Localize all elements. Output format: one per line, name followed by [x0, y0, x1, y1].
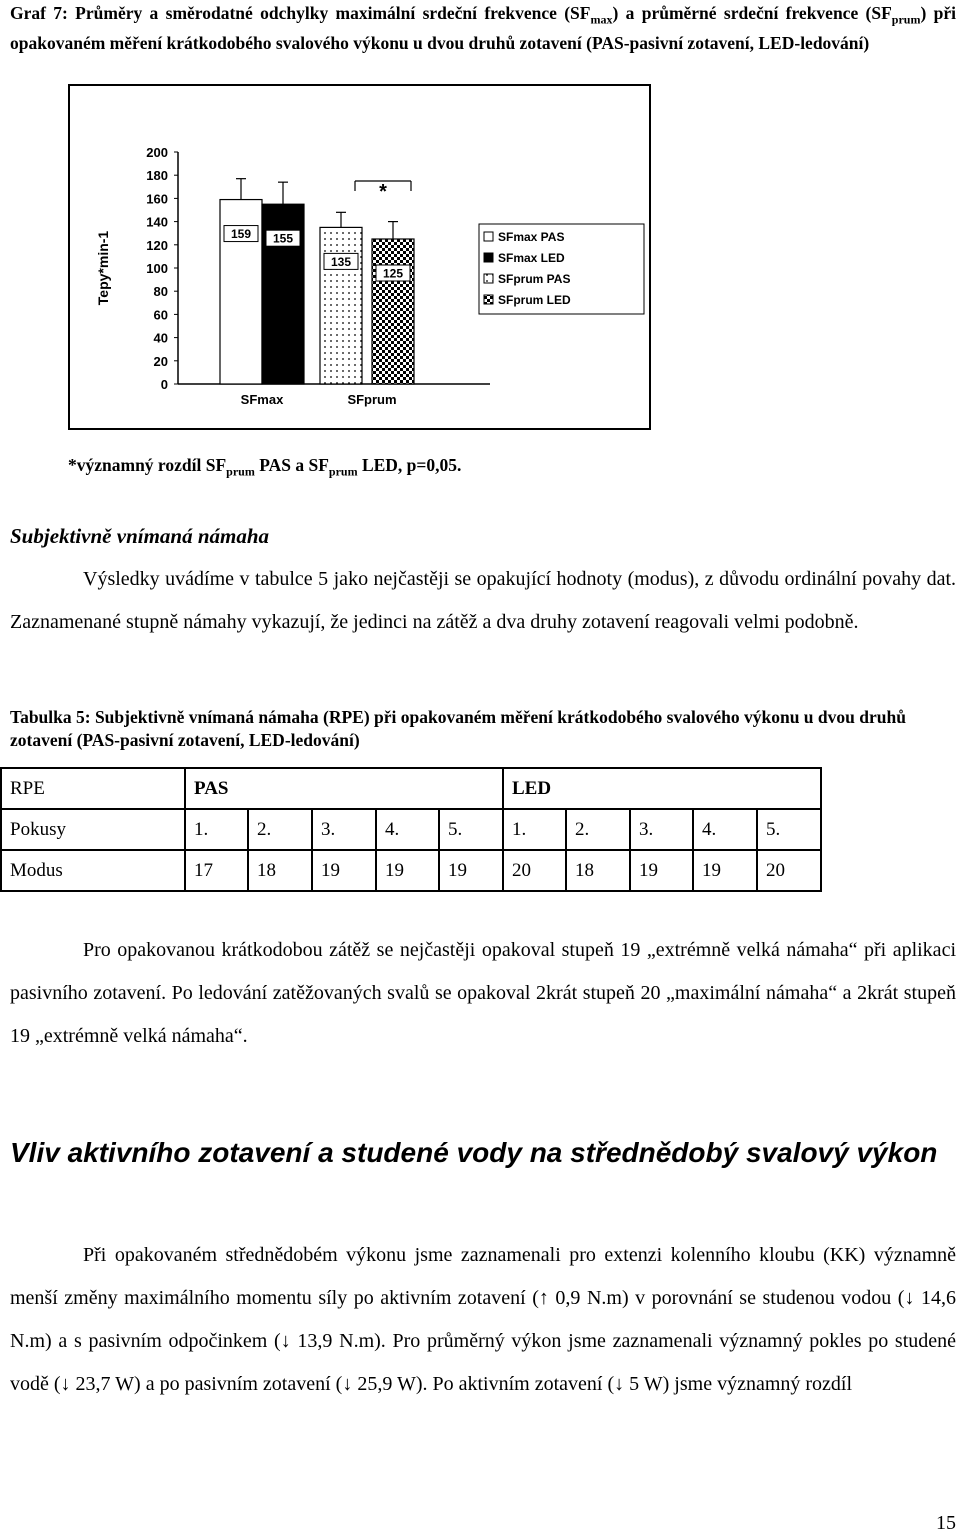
table-cell: 19 [312, 850, 376, 891]
y-tick-label: 200 [146, 145, 168, 160]
legend-swatch [484, 274, 493, 283]
table-cell: 19 [439, 850, 503, 891]
table-caption: Tabulka 5: Subjektivně vnímaná námaha (RPE) při opakovaném měření krátkodobého svalového výkonu u dvou druhů zotavení (PAS-pasivní zotavení, LED-ledování) [10, 707, 906, 750]
legend-entry: SFmax PAS [498, 230, 565, 244]
bar [320, 227, 362, 384]
caption-text-1: Graf 7: Průměry a směrodatné odchylky maximální srdeční frekvence (SF [10, 3, 591, 23]
table-header-rpe: RPE [1, 768, 185, 809]
table-cell: 2. [248, 809, 312, 850]
y-tick-label: 160 [146, 191, 168, 207]
caption-text-2: ) a průměrné srdeční frekvence (SF [612, 3, 892, 23]
table-cell: 20 [503, 850, 566, 891]
y-tick-label: 40 [153, 330, 168, 346]
y-tick-label: 140 [146, 214, 168, 230]
caption-sub-max: max [590, 12, 613, 27]
y-tick-label: 120 [146, 237, 168, 253]
y-tick-label: 60 [153, 307, 168, 323]
table-cell: 1. [503, 809, 566, 850]
table-header-row [1, 768, 821, 809]
note-text-2: PAS a SF [254, 455, 329, 475]
legend-swatch [484, 253, 493, 262]
legend-swatch [484, 232, 493, 241]
table-cell: 5. [439, 809, 503, 850]
note-sub-2: prum [328, 464, 358, 479]
legend-entry: SFmax LED [498, 251, 565, 265]
legend-swatch [484, 295, 493, 304]
note-text-3: LED, p=0,05. [357, 455, 462, 475]
y-axis-label: Tepy*min-1 [95, 230, 111, 306]
paragraph-rpe-intro [10, 558, 956, 644]
x-category-label: SFprum [347, 392, 397, 407]
chart-note [68, 455, 461, 480]
data-label: 159 [230, 227, 252, 242]
data-label: 135 [330, 254, 352, 269]
table-header-led: LED [503, 768, 821, 809]
table-cell: 19 [376, 850, 439, 891]
table-cell: 2. [566, 809, 630, 850]
table-row-trials [1, 809, 821, 850]
paragraph-rpe-result [10, 929, 956, 1058]
page-number: 15 [936, 1512, 956, 1534]
paragraph-active-recovery-text: Při opakovaném střednědobém výkonu jsme zaznamenali pro extenzi kolenního kloubu (KK) významně menší změny maximálního momentu síly po aktivním zotavení (↑ 0,9 N.m) v porovnání se studenou vodou (↓ 14,6 N.m) a s pasivním odpočinkem (↓ 13,9 N.m). Pro průměrný výkon jsme zaznamenali významný pokles po studené vodě (↓ 23,7 W) a po pasivním zotavení (↓ 25,9 W). Po aktivním zotavení (↓ 5 W) jsme významný rozdíl [10, 1244, 956, 1395]
y-tick-label: 0 [160, 377, 168, 392]
table-cell: 18 [248, 850, 312, 891]
y-tick-label: 180 [146, 168, 168, 184]
figure-caption [10, 2, 956, 55]
caption-sub-prum: prum [891, 12, 921, 27]
caption-text-3: ) při opakovaném měření krátkodobého svalového výkonu u dvou druhů zotavení (PAS-pasivní zotavení, LED-ledování) [10, 3, 956, 53]
legend-entry: SFprum PAS [498, 272, 571, 286]
table-cell: 19 [630, 850, 693, 891]
bar-chart [70, 86, 649, 428]
paragraph-rpe-intro-text: Výsledky uvádíme v tabulce 5 jako nejčastěji se opakující hodnoty (modus), z důvodu ordinální povahy dat. Zaznamenané stupně námahy vykazují, že jedinci na zátěž a dva druhy zotavení reagovali velmi podobně. [10, 568, 956, 633]
chart-frame [68, 84, 651, 430]
section-heading-active-recovery: Vliv aktivního zotavení a studené vody na střednědobý svalový výkon [10, 1137, 938, 1168]
legend-entry: SFprum LED [498, 293, 571, 307]
paragraph-active-recovery [10, 1234, 956, 1406]
rpe-table [0, 767, 822, 892]
table-cell: 4. [693, 809, 757, 850]
table-cell: 18 [566, 850, 630, 891]
table-cell: 1. [185, 809, 248, 850]
table-cell: 17 [185, 850, 248, 891]
table-header-pas: PAS [185, 768, 503, 809]
y-tick-label: 20 [153, 353, 168, 369]
table-cell: 20 [757, 850, 821, 891]
paragraph-rpe-result-text: Pro opakovanou krátkodobou zátěž se nejčastěji opakoval stupeň 19 „extrémně velká námaha“ při aplikaci pasivního zotavení. Po ledování zatěžovaných svalů se opakoval 2krát stupeň 20 „maximální námaha“ a 2krát stupeň 19 „extrémně velká námaha“. [10, 939, 956, 1047]
note-sub-1: prum [226, 464, 255, 479]
table-cell-label: Modus [1, 850, 185, 891]
table-row-modus [1, 850, 821, 891]
x-category-label: SFmax [240, 392, 284, 407]
section-heading-rpe: Subjektivně vnímaná námaha [10, 524, 270, 548]
data-label: 125 [382, 266, 404, 281]
y-tick-label: 80 [153, 284, 168, 300]
bar [372, 239, 414, 384]
significance-star: * [379, 181, 387, 203]
table-cell: 3. [312, 809, 376, 850]
table-cell: 5. [757, 809, 821, 850]
table-cell-label: Pokusy [1, 809, 185, 850]
table-cell: 3. [630, 809, 693, 850]
note-text-1: *významný rozdíl SF [68, 455, 227, 475]
table-cell: 19 [693, 850, 757, 891]
y-tick-label: 100 [146, 261, 168, 276]
table-cell: 4. [376, 809, 439, 850]
data-label: 155 [272, 231, 294, 246]
